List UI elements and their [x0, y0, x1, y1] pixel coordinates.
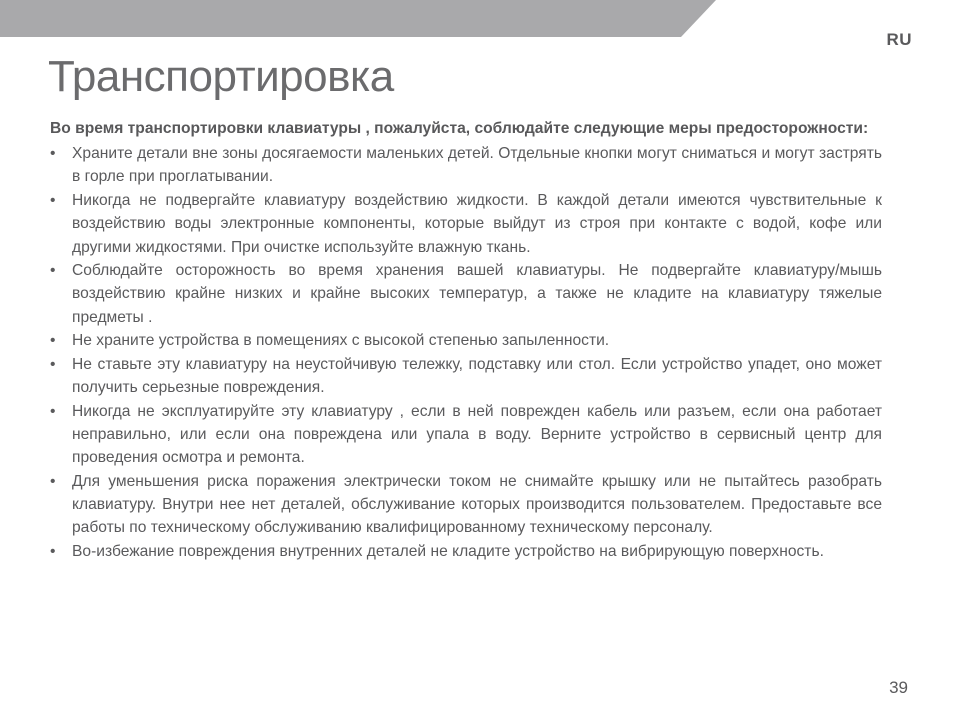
page-title: Транспортировка [48, 52, 394, 101]
bullet-icon: • [50, 145, 56, 163]
bullet-icon: • [50, 332, 56, 350]
list-item-text: Во-избежание повреждения внутренних деталей не кладите устройство на вибрирующую поверхность. [72, 543, 824, 561]
list-item [50, 142, 882, 188]
list-item-text: Не ставьте эту клавиатуру на неустойчивую тележку, подставку или стол. Если устройство упадет, оно может получить серьезные повреждения. [72, 356, 882, 397]
document-body [50, 117, 882, 564]
header-band [0, 0, 954, 37]
bullet-icon: • [50, 262, 56, 280]
list-item [50, 189, 882, 259]
list-item [50, 540, 882, 563]
intro-paragraph: Во время транспортировки клавиатуры , пожалуйста, соблюдайте следующие меры предосторожности: [50, 120, 869, 137]
language-code: RU [886, 30, 912, 49]
bullet-icon: • [50, 356, 56, 374]
list-item-text: Не храните устройства в помещениях с высокой степенью запыленности. [72, 332, 610, 350]
page-number: 39 [889, 678, 908, 697]
list-item [50, 353, 882, 399]
list-item [50, 259, 882, 329]
list-item-text: Храните детали вне зоны досягаемости маленьких детей. Отдельные кнопки могут сниматься и могут застрять в горле при проглатывании. [72, 145, 882, 186]
list-item [50, 329, 882, 352]
precautions-list [50, 142, 882, 563]
list-item-text: Соблюдайте осторожность во время хранения вашей клавиатуры. Не подвергайте клавиатуру/мышь воздействию крайне низких и крайне высоких температур, а также не кладите на клавиатуру тяжелые предметы . [72, 262, 882, 326]
list-item [50, 470, 882, 540]
list-item [50, 400, 882, 470]
bullet-icon: • [50, 543, 56, 561]
bullet-icon: • [50, 192, 56, 210]
list-item-text: Для уменьшения риска поражения электрически током не снимайте крышку или не пытайтесь разобрать клавиатуру. Внутри нее нет деталей, обслуживание которых производится пользователем. Предоставьте все работы по техническому обслуживанию квалифицированному техническому персоналу. [72, 473, 882, 537]
bullet-icon: • [50, 473, 56, 491]
bullet-icon: • [50, 402, 56, 420]
list-item-text: Никогда не подвергайте клавиатуру воздействию жидкости. В каждой детали имеются чувствительные к воздействию воды электронные компоненты, которые выйдут из строя при контакте с водой, кофе или другими жидкостями. При очистке используйте влажную ткань. [72, 192, 882, 256]
list-item-text: Никогда не эксплуатируйте эту клавиатуру , если в ней поврежден кабель или разъем, если она работает неправильно, или если она повреждена или упала в воду. Верните устройство в сервисный центр для проведения осмотра и ремонта. [72, 402, 882, 467]
